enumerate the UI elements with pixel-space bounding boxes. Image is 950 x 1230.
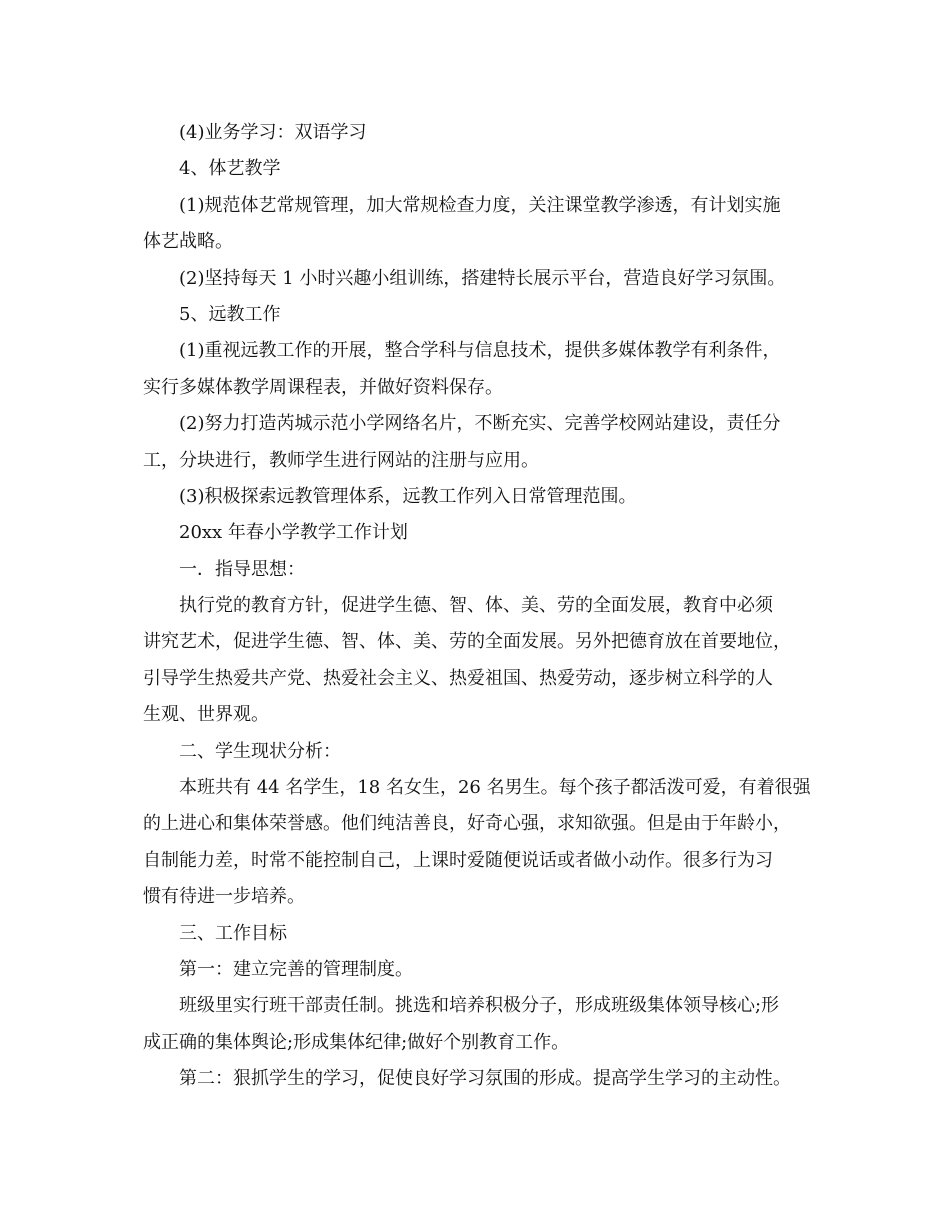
text-line: (4)业务学习：双语学习 bbox=[179, 122, 367, 143]
text-line: 执行党的教育方针，促进学生德、智、体、美、劳的全面发展，教育中必须 bbox=[179, 595, 773, 617]
text-line: 第二：狠抓学生的学习，促使良好学习氛围的形成。提高学生学习的主动性。 bbox=[179, 1068, 791, 1090]
text-line: 惯有待进一步培养。 bbox=[143, 886, 305, 908]
text-line: 工，分块进行，教师学生进行网站的注册与应用。 bbox=[143, 449, 539, 471]
text-line: (1)重视远教工作的开展，整合学科与信息技术，提供多媒体教学有利条件， bbox=[179, 340, 781, 362]
text-line: 体艺战略。 bbox=[143, 231, 233, 253]
section-heading: 三、工作目标 bbox=[179, 922, 287, 944]
text-line: 成正确的集体舆论;形成集体纪律;做好个别教育工作。 bbox=[143, 1031, 570, 1053]
text-line: (1)规范体艺常规管理，加大常规检查力度，关注课堂教学渗透，有计划实施 bbox=[179, 194, 781, 216]
text-line: 自制能力差，时常不能控制自己，上课时爱随便说话或者做小动作。很多行为习 bbox=[143, 849, 773, 871]
document-title: 20xx 年春小学教学工作计划 bbox=[179, 522, 408, 544]
text-line: (2)坚持每天 1 小时兴趣小组训练，搭建特长展示平台，营造良好学习氛围。 bbox=[179, 267, 786, 289]
text-line: (2)努力打造芮城示范小学网络名片，不断充实、完善学校网站建设，责任分 bbox=[179, 413, 781, 435]
text-line: 实行多媒体教学周课程表，并做好资料保存。 bbox=[143, 376, 503, 398]
document-body bbox=[143, 115, 813, 1098]
section-heading: 一．指导思想： bbox=[179, 558, 305, 580]
text-line: 本班共有 44 名学生，18 名女生，26 名男生。每个孩子都活泼可爱，有着很强 bbox=[179, 777, 811, 799]
section-heading: 4、体艺教学 bbox=[179, 158, 281, 180]
section-heading: 5、远教工作 bbox=[179, 303, 281, 325]
text-line: (3)积极探索远教管理体系，远教工作列入日常管理范围。 bbox=[179, 485, 637, 507]
text-line: 的上进心和集体荣誉感。他们纯洁善良，好奇心强，求知欲强。但是由于年龄小， bbox=[143, 813, 791, 835]
text-line: 班级里实行班干部责任制。挑选和培养积极分子，形成班级集体领导核心;形 bbox=[179, 995, 780, 1017]
text-line: 讲究艺术，促进学生德、智、体、美、劳的全面发展。另外把德育放在首要地位， bbox=[143, 631, 791, 653]
text-line: 生观、世界观。 bbox=[143, 704, 269, 726]
text-line: 引导学生热爱共产党、热爱社会主义、热爱祖国、热爱劳动，逐步树立科学的人 bbox=[143, 667, 773, 689]
text-line: 第一：建立完善的管理制度。 bbox=[179, 958, 413, 980]
section-heading: 二、学生现状分析： bbox=[179, 740, 341, 762]
